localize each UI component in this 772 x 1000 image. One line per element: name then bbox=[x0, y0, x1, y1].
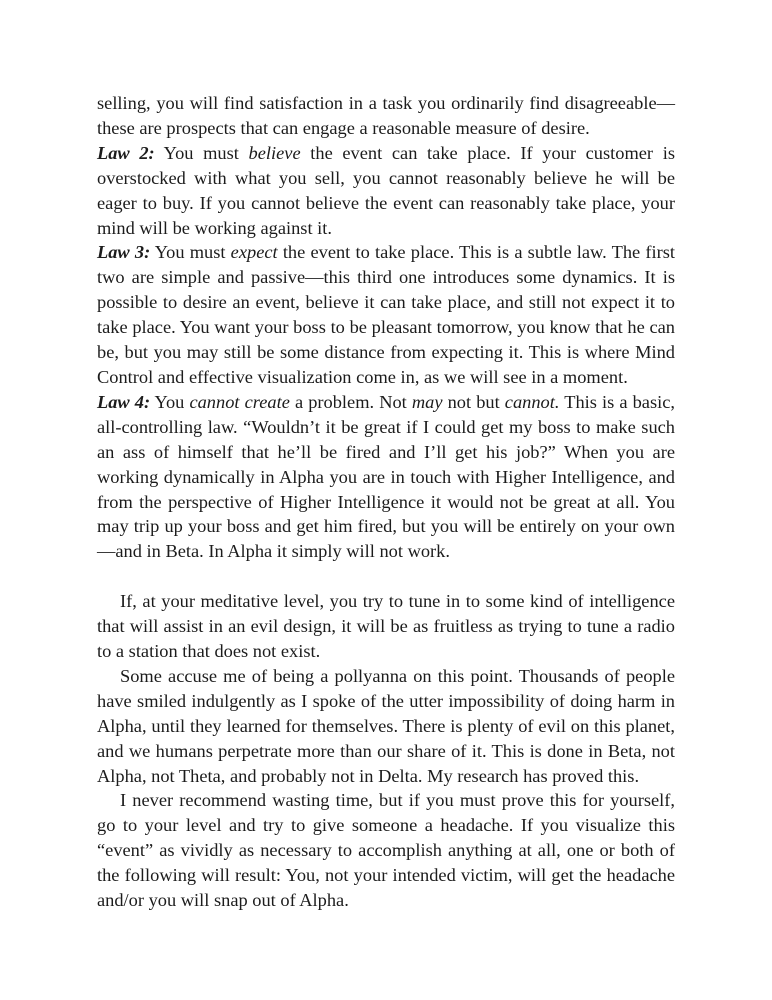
paragraph-law-2 bbox=[97, 141, 675, 241]
paragraph-headache: I never recommend wasting time, but if you must prove this for yourself, go to your level and try to give someone a headache. If you visualize this “event” as vividly as necessary to accomplish anything at all, one or both of the following will result: You, not your intended victim, will get the headache and/or you will snap out of Alpha. bbox=[97, 790, 675, 911]
paragraph-law-4 bbox=[97, 390, 675, 564]
law-2-emphasis: believe bbox=[248, 142, 301, 163]
law-4-text-d: This is a basic, all-controlling law. “Wouldn’t it be great if I could get my boss to make such an ass of himself that he’ll be fired and I’ll get his job?” When you are working dynamically in Alpha you are in touch with Higher Intelligence, and from the perspective of Higher Intelligence it would not be great at all. You may trip up your boss and get him fired, but you will be entirely on your own—and in Beta. In Alpha it simply will not work. bbox=[97, 391, 675, 562]
paragraph-pollyanna: Some accuse me of being a pollyanna on this point. Thousands of people have smiled indulgently as I spoke of the utter impossibility of doing harm in Alpha, until they learned for themselves. There is plenty of evil on this planet, and we humans perpetrate more than our share of it. This is done in Beta, not Alpha, not Theta, and probably not in Delta. My research has proved this. bbox=[97, 665, 675, 786]
paragraph-evil-design: If, at your meditative level, you try to tune in to some kind of intelligence that will assist in an evil design, it will be as fruitless as trying to tune a radio to a station that does not exist. bbox=[97, 591, 675, 662]
law-2-label: Law 2: bbox=[97, 142, 155, 163]
law-4-emphasis-c: cannot. bbox=[504, 391, 560, 412]
law-4-text-b: a problem. Not bbox=[289, 391, 412, 412]
law-3-text-b: the event to take place. This is a subtle law. The first two are simple and passive—this third one introduces some dynamics. It is possible to desire an event, believe it can take place, and still not expect it to take place. You want your boss to be pleasant tomorrow, you know that he can be, but you may still be some distance from expecting it. This is where Mind Control and effective visualization come in, as we will see in a moment. bbox=[97, 242, 675, 387]
paragraph-continuation: selling, you will find satisfaction in a task you ordinarily find disagreeable—these are prospects that can engage a reasonable measure of desire. bbox=[97, 93, 675, 138]
law-4-emphasis-b: may bbox=[411, 391, 443, 412]
paragraph-law-3 bbox=[97, 240, 675, 389]
law-4-label: Law 4: bbox=[97, 391, 151, 412]
law-4-text-c: not but bbox=[442, 391, 505, 412]
law-4-text-a: You bbox=[150, 391, 190, 412]
law-4-emphasis-a: cannot create bbox=[189, 391, 290, 412]
law-2-text-a: You must bbox=[154, 142, 249, 163]
law-3-emphasis: expect bbox=[230, 242, 278, 263]
law-3-text-a: You must bbox=[150, 242, 231, 263]
paragraph-spacer bbox=[97, 564, 675, 589]
page-body bbox=[97, 91, 675, 913]
law-2-text-b: the event can take place. If your customer is overstocked with what you sell, you cannot reasonably believe he will be eager to buy. If you cannot believe the event can reasonably take place, your mind will be working against it. bbox=[97, 142, 675, 238]
law-3-label: Law 3: bbox=[97, 242, 151, 263]
